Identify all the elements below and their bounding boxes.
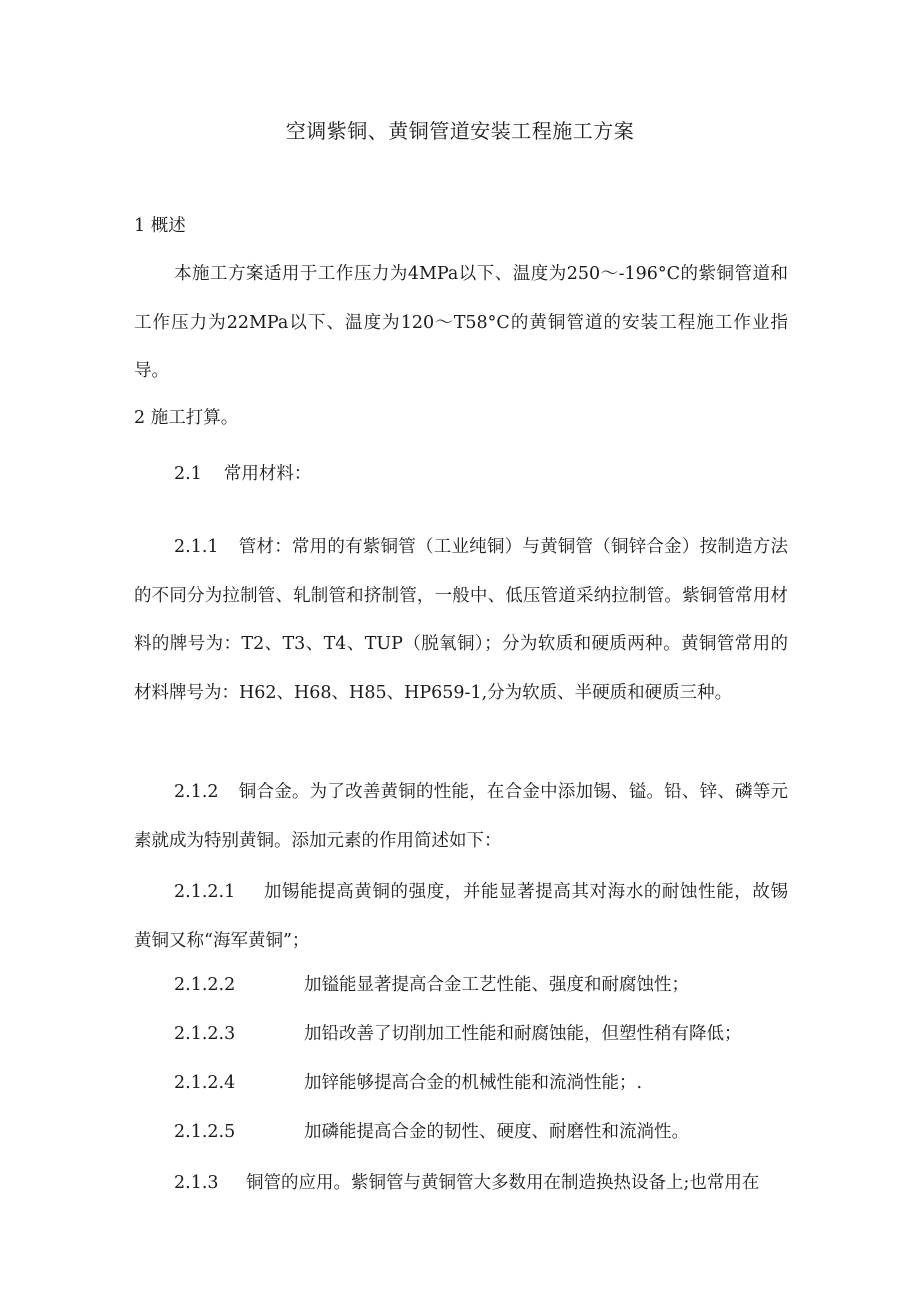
section-2-1-3	[174, 1168, 759, 1198]
section-number: 2.1.2.2	[174, 975, 236, 995]
section-2-1	[174, 459, 311, 489]
section-text: 加锌能够提高合金的机械性能和流淌性能；.	[304, 1073, 643, 1093]
section-text: 加磷能提高合金的韧性、硬度、耐磨性和流淌性。	[304, 1122, 689, 1142]
section-2-1-2-3	[174, 1019, 742, 1049]
section-2-1-2-4	[174, 1068, 642, 1098]
section-2-heading: 2 施工打算。	[134, 408, 239, 428]
section-number: 2.1.2.1	[174, 882, 236, 902]
section-2-1-2	[134, 768, 788, 865]
section-2-1-2-5	[174, 1117, 689, 1147]
section-text: 常用材料：	[223, 464, 312, 484]
section-text: 加镒能显著提高合金工艺性能、强度和耐腐蚀性；	[304, 975, 689, 995]
section-number: 2.1.2	[174, 782, 219, 802]
section-text: 管材：常用的有紫铜管（工业纯铜）与黄铜管（铜锌合金）按制造方法的不同分为拉制管、轧制管和挤制管，一般中、低压管道采纳拉制管。紫铜管常用材料的牌号为：T2、T3、T4、TUP（脱氧铜）；分为软质和硬质两种。黄铜管常用的材料牌号为：H62、H68、H85、HP659-1,分为软质、半硬质和硬质三种。	[134, 537, 788, 703]
section-number: 2.1	[174, 464, 202, 484]
section-2-1-2-1	[134, 868, 788, 965]
section-text: 加锡能提高黄铜的强度，并能显著提高其对海水的耐蚀性能，故锡黄铜又称“海军黄铜”；	[134, 882, 788, 951]
section-text: 铜合金。为了改善黄铜的性能，在合金中添加锡、镒。铅、锌、磷等元素就成为特别黄铜。添加元素的作用简述如下：	[134, 782, 788, 851]
section-number: 2.1.3	[174, 1173, 219, 1193]
section-text: 加铅改善了切削加工性能和耐腐蚀能，但塑性稍有降低；	[304, 1024, 742, 1044]
section-1-heading: 1 概述	[134, 216, 186, 236]
section-number: 2.1.2.3	[174, 1024, 236, 1044]
document-title: 空调紫铜、黄铜管道安装工程施工方案	[285, 119, 635, 143]
section-number: 2.1.1	[174, 537, 219, 557]
section-2-1-2-2	[174, 970, 689, 1000]
section-text: 铜管的应用。紫铜管与黄铜管大多数用在制造换热设备上;也常用在	[246, 1173, 760, 1193]
section-number: 2.1.2.4	[174, 1073, 236, 1093]
section-2-1-1	[134, 523, 788, 717]
section-number: 2.1.2.5	[174, 1122, 236, 1142]
section-1-paragraph: 本施工方案适用于工作压力为4MPa以下、温度为250～-196°C的紫铜管道和工作压力为22MPa以下、温度为120～T58°C的黄铜管道的安装工程施工作业指导。	[134, 264, 788, 381]
